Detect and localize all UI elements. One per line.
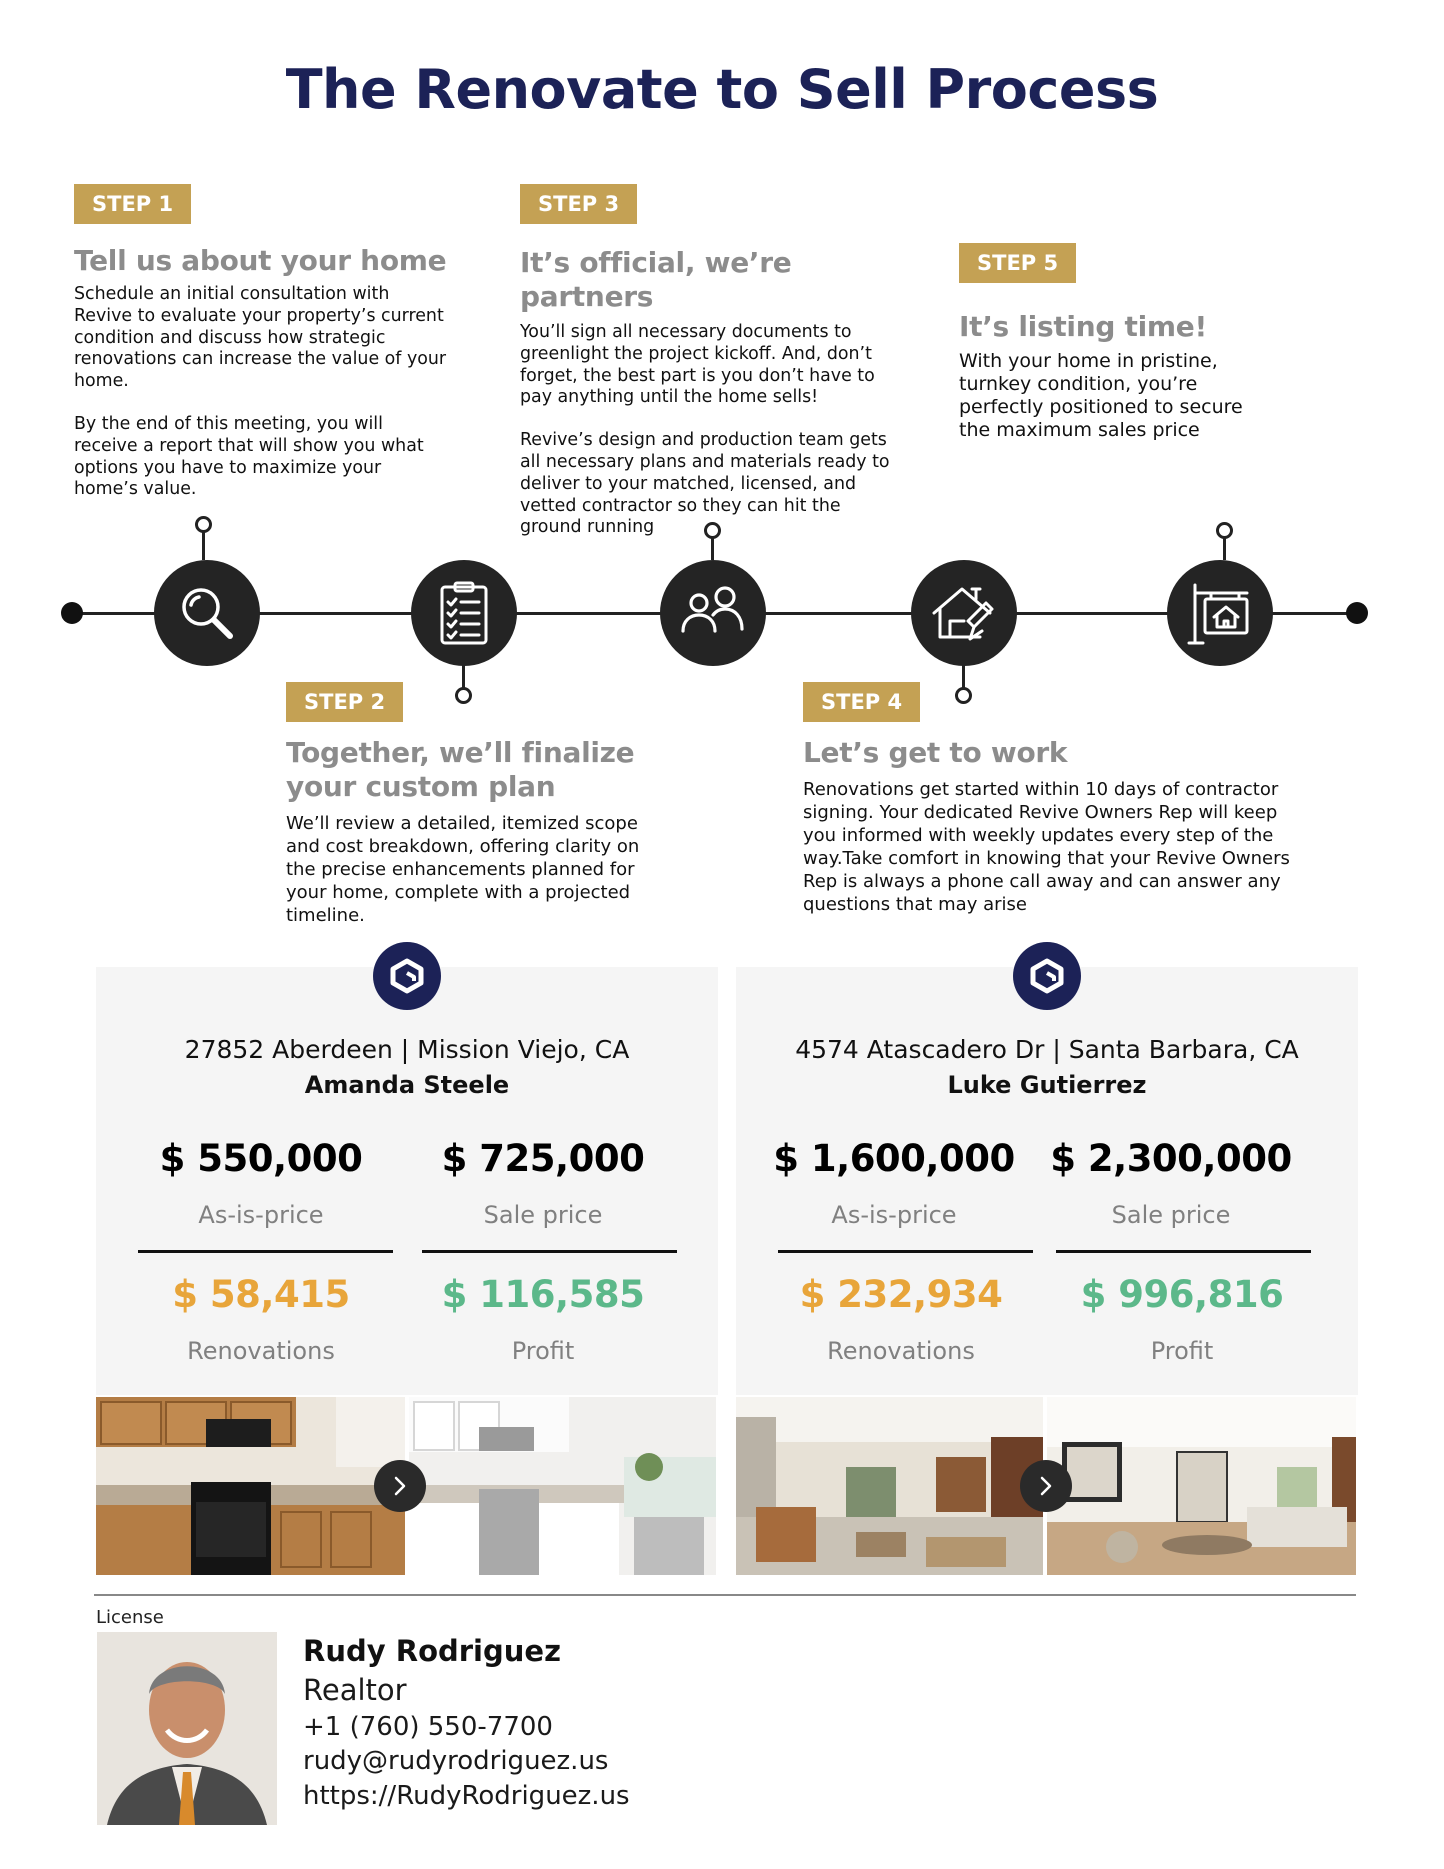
partners-icon [677,585,749,641]
timeline-circle-step-2 [411,560,517,666]
home-renovation-icon [928,581,1000,645]
page-title: The Renovate to Sell Process [285,58,1159,121]
step-3-heading: It’s official, we’re partners [520,246,792,313]
property-address: 27852 Aberdeen | Mission Viejo, CA [184,1035,630,1064]
timeline-end-dot [1346,602,1368,624]
next-photo-button[interactable] [1020,1460,1072,1512]
realtor-name: Rudy Rodriguez [303,1634,561,1668]
before-photo-living-room [736,1397,1043,1575]
step-1-heading: Tell us about your home [74,244,447,277]
chevron-right-icon [1036,1474,1056,1498]
timeline-start-dot [61,602,83,624]
renovations-amount: $ 58,415 [172,1273,350,1316]
step-3-body [520,322,890,539]
as-is-price: $ 1,600,000 [773,1137,1015,1180]
as-is-price: $ 550,000 [159,1137,363,1180]
divider [138,1250,393,1253]
step-4-badge: STEP 4 [803,682,920,722]
divider [778,1250,1033,1253]
step-1-paragraph-2: By the end of this meeting, you will receive a report that will show you what options you have to maximize your home’s value. [74,413,424,500]
divider [1056,1250,1311,1253]
timeline-circle-step-1 [154,560,260,666]
step-5-badge: STEP 5 [959,243,1076,283]
step-3-badge: STEP 3 [520,184,637,224]
property-address: 4574 Atascadero Dr | Santa Barbara, CA [795,1035,1299,1064]
as-is-price-label: As-is-price [198,1201,324,1229]
brand-logo [373,942,441,1010]
realtor-portrait [97,1632,277,1825]
after-photo-living-room [1047,1397,1356,1575]
renovations-label: Renovations [827,1337,975,1365]
step-1-paragraph-1: Schedule an initial consultation with Revive to evaluate your property’s current condition and discuss how strategic renovations can increase the value of your home. [74,284,447,392]
brand-logo [1013,942,1081,1010]
as-is-price-label: As-is-price [831,1201,957,1229]
step-2-paragraph-1: We’ll review a detailed, itemized scope and cost breakdown, offering clarity on the precise enhancements planned for your home, complete with a projected timeline. [286,813,640,926]
search-icon [175,581,239,645]
step-3-paragraph-1: You’ll sign all necessary documents to greenlight the project kickoff. And, don’t forget, the best part is you don’t have to pay anything until the home sells! [520,322,875,408]
realtor-phone[interactable]: +1 (760) 550-7700 [303,1712,553,1742]
timeline-stem-step-3 [711,538,714,560]
profit-amount: $ 116,585 [441,1273,645,1316]
after-photo-kitchen [409,1397,716,1575]
agent-name: Luke Gutierrez [947,1071,1147,1099]
profit-label: Profit [511,1337,575,1365]
step-1-body [74,284,449,501]
step-2-badge: STEP 2 [286,682,403,722]
step-1 [74,184,454,501]
step-5-paragraph-1: With your home in pristine, turnkey condition, you’re perfectly positioned to secure the maximum sales price [959,350,1243,441]
revive-logo-icon [388,957,426,995]
realtor-role: Realtor [303,1673,407,1707]
revive-logo-icon [1028,957,1066,995]
next-photo-button[interactable] [374,1460,426,1512]
project-card-2 [736,967,1358,1395]
checklist-icon [436,580,492,646]
project-card-1 [96,967,718,1395]
timeline-circle-step-4 [911,560,1017,666]
realtor-website[interactable]: https://RudyRodriguez.us [303,1781,630,1811]
divider [422,1250,677,1253]
step-3 [520,184,900,539]
step-4-paragraph-1: Renovations get started within 10 days of contractor signing. Your dedicated Revive Owners Rep will keep you informed with weekly updates every step of the way.Take comfort in knowing that your Revive Owners Rep is always a phone call away and can answer any questions that may arise [803,779,1290,915]
step-4-heading: Let’s get to work [803,736,1068,769]
sale-price: $ 2,300,000 [1050,1137,1292,1180]
step-2-heading: Together, we’ll finalize your custom plan [286,736,635,803]
step-2 [286,682,706,927]
sale-price-label: Sale price [1111,1201,1231,1229]
renovations-label: Renovations [187,1337,335,1365]
for-sale-sign-icon [1185,581,1255,645]
step-1-badge: STEP 1 [74,184,191,224]
profit-amount: $ 996,816 [1080,1273,1284,1316]
step-2-body [286,812,666,927]
step-5-heading: It’s listing time! [959,310,1207,343]
license-label: License [96,1607,164,1628]
step-4 [803,682,1313,916]
renovations-amount: $ 232,934 [799,1273,1003,1316]
before-photo-kitchen [96,1397,405,1575]
sale-price: $ 725,000 [441,1137,645,1180]
agent-name: Amanda Steele [304,1071,510,1099]
timeline-circle-step-3 [660,560,766,666]
timeline-stem-step-5 [1223,538,1226,560]
profit-label: Profit [1150,1337,1214,1365]
footer-divider [94,1594,1356,1596]
timeline-pin-step-3 [704,522,721,539]
sale-price-label: Sale price [483,1201,603,1229]
realtor-email[interactable]: rudy@rudyrodriguez.us [303,1746,609,1776]
timeline-stem-step-1 [202,532,205,560]
timeline-pin-step-5 [1216,522,1233,539]
step-5-body [959,350,1279,442]
chevron-right-icon [390,1474,410,1498]
step-5 [959,243,1289,442]
step-3-paragraph-2: Revive’s design and production team gets all necessary plans and materials ready to deliver to your matched, licensed, and vetted contractor so they can hit the ground running [520,430,890,538]
step-4-body [803,778,1303,916]
timeline-circle-step-5 [1167,560,1273,666]
timeline-pin-step-1 [195,516,212,533]
